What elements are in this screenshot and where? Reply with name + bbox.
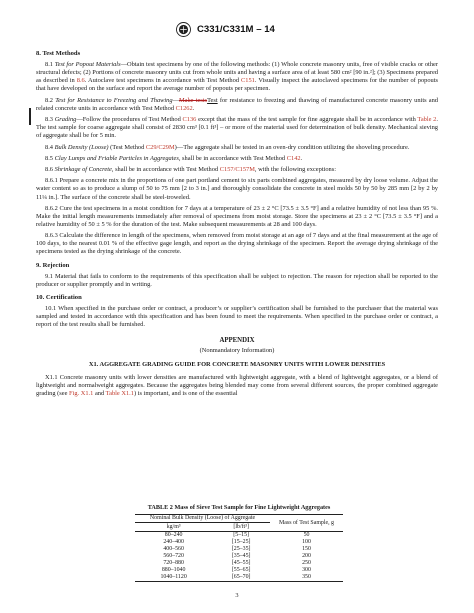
table-2 — [135, 504, 343, 582]
table-cell-si: 240–400 — [163, 539, 184, 546]
table-cell-mass: 150 — [302, 546, 311, 553]
link-c157[interactable]: C157/C157M — [219, 166, 255, 174]
paragraph-9-1: 9.1 Material that fails to conform to the requirements of this specification shall be subject to rejection. The reason for rejection shall be reported to the producer or supplier promptly and in writing. — [36, 272, 438, 288]
p85-title: Clay Lumps and Friable Particles in Aggregates — [54, 154, 179, 162]
table-cell-ip: [45–55] — [231, 560, 251, 567]
x11-text: X1.1 Concrete masonry units with lower densities are manufactured with lightweight aggregate, with a blend of lightweight aggregates, or a blend of lightweight and normalweight aggregates. Because the aggregates being blended may come from several different sources, the proper combined aggregate grading (see — [36, 373, 438, 397]
link-8-6[interactable]: 8.6 — [76, 77, 85, 85]
link-c29[interactable]: C29/C29M — [145, 143, 175, 151]
table-cell-si: 80–240 — [164, 532, 183, 539]
p83-text: —Follow the procedures of Test Method — [76, 116, 183, 124]
p86-text-2: , with the following exceptions: — [254, 166, 337, 174]
table-2-grid — [135, 514, 343, 582]
p82-end: . — [192, 104, 195, 112]
link-table-2[interactable]: Table 2 — [417, 116, 437, 124]
paragraph-8-5 — [36, 155, 438, 163]
paragraph-8-4 — [36, 144, 438, 152]
paragraph-8-6-2: 8.6.2 Cure the test specimens in a moist condition for 7 days at a temperature of 23 ± 2 °C [73.5 ± 3.5 °F] and a relative humidity of not less than 95 %. Make the initial length measurements immediately after removal of specimens from moist storage. Store the specimens at 23 ± 2 °C [73.5 ± 3.5 °F] and a relative humidity of 50 ± 5 % for the duration of the test. Make subsequent measurements at 28 and 100 days. — [36, 204, 438, 228]
p86-text: , shall be in accordance with Test Method — [111, 166, 220, 174]
p82-title: Test for Resistance to Freezing and Thawing — [55, 96, 173, 104]
table-row — [135, 574, 343, 582]
table-row — [135, 567, 343, 574]
table-cell-mass: 200 — [302, 553, 311, 560]
table-cell-si: 720–880 — [163, 560, 184, 567]
link-c1262[interactable]: C1262 — [175, 104, 193, 112]
main-content — [36, 45, 438, 401]
paragraph-8-6 — [36, 166, 438, 174]
section-8-heading: 8. Test Methods — [36, 50, 81, 57]
appendix-title: APPENDIX — [219, 337, 255, 345]
table-cell-mass: 50 — [303, 532, 310, 539]
table-2-unit-si: kg/m³ — [166, 524, 181, 531]
table-row — [135, 560, 343, 567]
table-cell-ip: [35–45] — [231, 553, 251, 560]
paragraph-10-1: 10.1 When specified in the purchase order or contract, a producer’s or supplier’s certification shall be furnished to the purchaser that the material was sampled and tested in accordance with this specification and has been found to meet the requirements. When specified in the purchase order or contract, a report of the test results shall be furnished. — [36, 304, 438, 329]
table-row — [135, 532, 343, 540]
p84-text: (Test Method — [108, 143, 146, 151]
p81-text-2: . Autoclave test specimens in accordance with Test Method — [84, 77, 241, 85]
p82-dash: — — [172, 96, 179, 104]
astm-logo-icon — [176, 22, 191, 37]
p81-text: —Obtain test specimens by one of the following methods: (1) Whole concrete masonry units, free of visible cracks or other structural defects; (2) Portions of concrete masonry units cut from whole units and having a surface area of at least 580 cm² [90 in.²]; (3) Specimens prepared as described in — [36, 61, 438, 85]
x11-and: and — [93, 389, 106, 397]
paragraph-x1-1 — [36, 374, 438, 398]
paragraph-8-3 — [36, 116, 438, 140]
table-2-body — [135, 532, 343, 582]
table-2-unit-ip: [lb/ft³] — [233, 524, 249, 531]
p81-number: 8.1 — [45, 61, 55, 69]
table-cell-mass: 350 — [302, 574, 311, 581]
table-row — [135, 546, 343, 553]
table-row — [135, 553, 343, 560]
p83-text-2: except that the mass of the test sample for fine aggregate shall be in accordance with — [196, 116, 418, 124]
table-cell-mass: 300 — [302, 567, 311, 574]
section-10-heading: 10. Certification — [36, 293, 82, 301]
page-number: 3 — [235, 592, 239, 599]
table-cell-ip: [5–15] — [233, 532, 250, 539]
p86-number: 8.6 — [45, 166, 55, 174]
p85-end: . — [300, 154, 303, 162]
table-cell-ip: [25–35] — [231, 546, 251, 553]
paragraph-8-2 — [36, 97, 438, 113]
link-c151[interactable]: C151 — [241, 77, 255, 85]
table-row — [135, 539, 343, 546]
p83-number: 8.3 — [45, 116, 55, 124]
p83-title: Grading — [54, 116, 77, 124]
p81-text-3: . Visually inspect the autoclaved specimens for the number of popouts that have developed on the surface and report the average number of popouts per specimen. — [36, 77, 439, 93]
table-cell-si: 560–720 — [163, 553, 184, 560]
table-2-col-group: Nominal Bulk Density (Loose) of Aggregate — [135, 515, 270, 523]
section-9-heading: 9. Rejection — [36, 261, 70, 269]
p85-number: 8.5 — [45, 154, 55, 162]
paragraph-8-6-3: 8.6.3 Calculate the difference in length of the specimens, when removed from moist storage at an age of 7 days and at the final measurement at the age of 100 days, to the nearest 0.01 % of the effective gage length, and report as the drying shrinkage of the specimen. Report the average drying shrinkage of the specimens tested as the drying shrinkage of the concrete. — [36, 232, 438, 256]
p85-text: , shall be in accordance with Test Method — [178, 154, 287, 162]
p83-text-3: . The test sample for coarse aggregate shall consist of 2830 cm³ [0.1 ft³] – or more of the material used for determination of bulk density. Mechanical sieving of aggregate shall be for 5 min. — [36, 116, 438, 140]
table-2-title: TABLE 2 Mass of Sieve Test Sample for Fine Lightweight Aggregates — [147, 504, 331, 511]
p84-number: 8.4 — [45, 143, 55, 151]
link-c142[interactable]: C142 — [286, 154, 301, 162]
document-code: C331/C331M – 14 — [197, 24, 275, 35]
table-cell-mass: 250 — [302, 560, 311, 567]
table-cell-ip: [15–25] — [231, 539, 251, 546]
table-cell-mass: 100 — [302, 539, 311, 546]
table-cell-ip: [55–65] — [231, 567, 251, 574]
table-cell-si: 1040–1120 — [160, 574, 187, 581]
appendix-subtitle: (Nonmandatory Information) — [199, 347, 275, 355]
link-fig-x1-1[interactable]: Fig. X1.1 — [69, 389, 94, 397]
x11-text-2: ) is important, and is one of the essential — [133, 389, 238, 397]
paragraph-8-1 — [36, 61, 438, 93]
table-2-col-mass: Mass of Test Sample, g — [279, 519, 334, 526]
table-cell-si: 400–560 — [163, 546, 184, 553]
p86-title: Shrinkage of Concrete — [54, 166, 112, 174]
inserted-text: Test — [207, 96, 218, 104]
change-bar — [29, 108, 31, 125]
link-table-x1-1[interactable]: Table X1.1 — [105, 389, 134, 397]
table-cell-si: 880–1040 — [161, 567, 186, 574]
appendix-x1-title: X1. AGGREGATE GRADING GUIDE FOR CONCRETE MASONRY UNITS WITH LOWER DENSITIES — [88, 361, 386, 369]
table-cell-ip: [65–70] — [231, 574, 251, 581]
link-c136[interactable]: C136 — [182, 116, 197, 124]
paragraph-8-6-1: 8.6.1 Prepare a concrete mix in the proportions of one part portland cement to six parts combined aggregates, measured by dry loose volume. Adjust the water content so as to produce a slump of 50 to 75 mm [2 to 3 in.] and thoroughly consolidate the concrete in steel molds 50 by 50 by 285 mm [2 by 2 by 11¼ in.]. The surface of the concrete shall be steel-troweled. — [36, 177, 438, 201]
p82-number: 8.2 — [45, 96, 56, 104]
page-header — [0, 22, 474, 38]
deleted-text: Make tests — [178, 96, 208, 104]
p81-title: Test for Popout Materials — [54, 61, 121, 69]
p84-title: Bulk Density (Loose) — [54, 143, 109, 151]
p84-text-2: )—The aggregate shall be tested in an oven-dry condition utilizing the shoveling procedure. — [174, 143, 410, 151]
p82-text: for resistance to freezing and thawing of manufactured concrete masonry units and related concrete units in accordance with Test Method — [36, 96, 439, 112]
